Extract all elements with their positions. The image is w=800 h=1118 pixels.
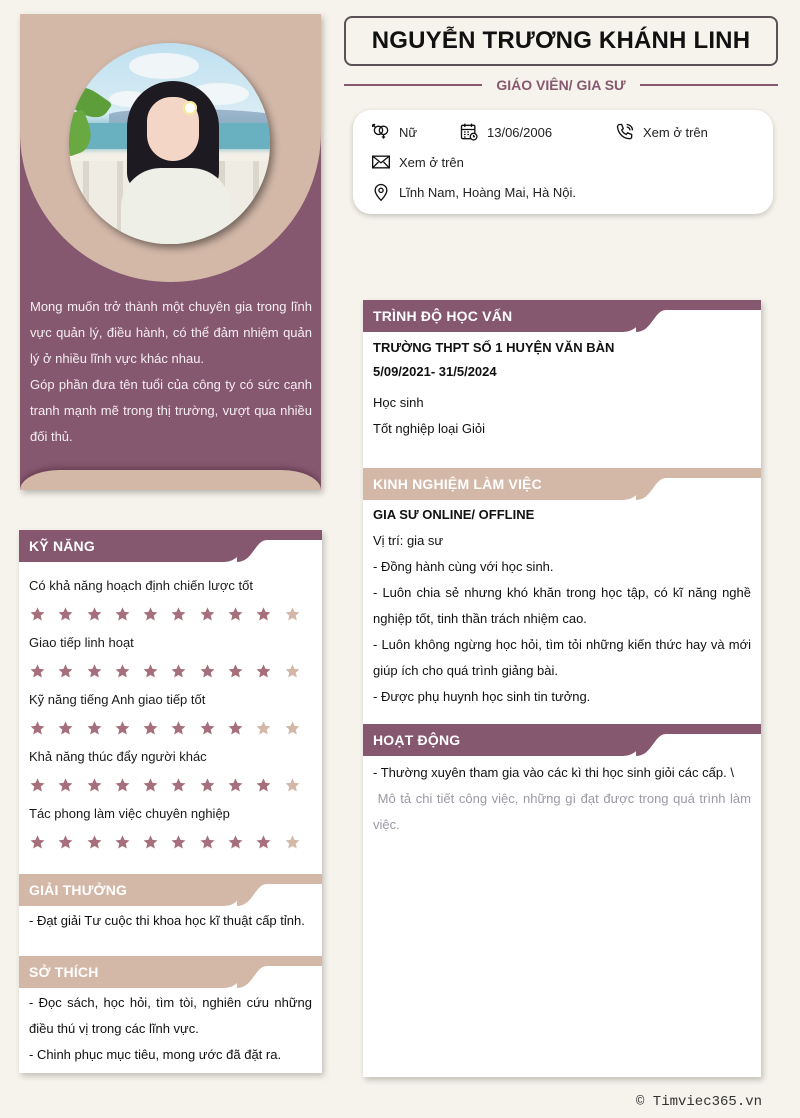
skills-list	[19, 562, 322, 857]
star-filled-icon	[227, 719, 255, 739]
experience-line: - Luôn chia sẻ nhưng khó khăn trong học tập, có kĩ năng nghề nghiệp tốt, tinh thần trách nhiệm cao.	[373, 585, 751, 626]
copyright: © Timviec365.vn	[636, 1094, 763, 1110]
contact-gender	[371, 121, 417, 143]
star-filled-icon	[57, 776, 85, 796]
right-sections-panel	[363, 300, 761, 1077]
address-value: Lĩnh Nam, Hoàng Mai, Hà Nội.	[399, 184, 577, 200]
activities-body	[363, 756, 761, 838]
education-body	[363, 332, 761, 442]
star-filled-icon	[170, 662, 198, 682]
skill-label: Khả năng thúc đẩy người khác	[29, 749, 207, 764]
job-position: Vị trí: gia sư	[373, 533, 444, 548]
contact-email	[371, 151, 464, 173]
gender-value: Nữ	[399, 124, 418, 140]
experience-line: - Đồng hành cùng với học sinh.	[373, 559, 554, 574]
star-filled-icon	[199, 776, 227, 796]
experience-body	[363, 500, 761, 710]
star-filled-icon	[114, 605, 142, 625]
star-filled-icon	[199, 605, 227, 625]
skill-rating	[29, 828, 312, 857]
star-filled-icon	[142, 776, 170, 796]
education-period: 5/09/2021- 31/5/2024	[373, 364, 497, 379]
star-filled-icon	[86, 605, 114, 625]
star-filled-icon	[142, 833, 170, 853]
star-filled-icon	[227, 776, 255, 796]
phone-icon	[615, 122, 635, 142]
skill-item	[29, 629, 312, 686]
contact-address	[371, 181, 576, 203]
skills-heading: KỸ NĂNG	[29, 538, 95, 554]
skill-rating	[29, 771, 312, 800]
star-filled-icon	[29, 662, 57, 682]
awards-heading: GIẢI THƯỞNG	[29, 882, 128, 898]
star-empty-icon	[284, 719, 312, 739]
experience-line: - Luôn không ngừng học hỏi, tìm tỏi những kiến thức hay và mới giúp ích cho quá trình giảng bài.	[373, 637, 751, 678]
career-objective	[30, 294, 312, 450]
star-filled-icon	[57, 833, 85, 853]
experience-line: - Được phụ huynh học sinh tin tưởng.	[373, 689, 591, 704]
job-title: GIÁO VIÊN/ GIA SƯ	[496, 77, 626, 93]
contact-phone	[615, 121, 708, 143]
activities-heading: HOẠT ĐỘNG	[373, 732, 461, 748]
star-filled-icon	[142, 719, 170, 739]
divider-right	[640, 84, 778, 86]
activity-description-placeholder[interactable]: Mô tả chi tiết công việc, những gì đạt được trong quá trình làm việc.	[373, 791, 755, 832]
skills-header	[19, 530, 322, 562]
job-title-row	[344, 74, 778, 96]
star-filled-icon	[142, 605, 170, 625]
skill-rating	[29, 657, 312, 686]
star-filled-icon	[170, 605, 198, 625]
phone-value: Xem ở trên	[643, 124, 708, 140]
hobbies-heading: SỞ THÍCH	[29, 964, 99, 980]
star-filled-icon	[255, 662, 283, 682]
star-filled-icon	[255, 605, 283, 625]
skill-item	[29, 572, 312, 629]
star-filled-icon	[170, 719, 198, 739]
star-filled-icon	[29, 719, 57, 739]
contact-birthday	[459, 121, 552, 143]
education-line: Tốt nghiệp loại Giỏi	[373, 421, 486, 436]
profile-bottom-decoration	[20, 470, 321, 490]
school-name: TRƯỜNG THPT SỐ 1 HUYỆN VĂN BÀN	[373, 340, 615, 355]
skill-label: Tác phong làm việc chuyên nghiệp	[29, 806, 230, 821]
avatar	[69, 43, 270, 244]
star-filled-icon	[86, 776, 114, 796]
divider-left	[344, 84, 482, 86]
hobby-item: - Đọc sách, học hỏi, tìm tòi, nghiên cứu những điều thú vị trong các lĩnh vực.	[29, 995, 312, 1036]
skill-rating	[29, 714, 312, 743]
star-filled-icon	[114, 833, 142, 853]
profile-card	[20, 14, 321, 490]
star-empty-icon	[255, 719, 283, 739]
email-value: Xem ở trên	[399, 154, 464, 170]
job-title: GIA SƯ ONLINE/ OFFLINE	[373, 507, 535, 522]
calendar-icon	[459, 122, 479, 142]
objective-paragraph: Góp phần đưa tên tuổi của công ty có sức cạnh tranh mạnh mẽ trong thị trường, vượt qua nhiều đối thủ.	[30, 377, 312, 444]
skill-item	[29, 686, 312, 743]
education-heading: TRÌNH ĐỘ HỌC VẤN	[373, 308, 513, 324]
star-filled-icon	[57, 662, 85, 682]
location-pin-icon	[371, 182, 391, 202]
star-filled-icon	[29, 833, 57, 853]
star-filled-icon	[86, 833, 114, 853]
activity-line: - Thường xuyên tham gia vào các kì thi học sinh giỏi các cấp. \	[373, 765, 734, 780]
star-filled-icon	[170, 776, 198, 796]
star-filled-icon	[29, 776, 57, 796]
star-filled-icon	[199, 719, 227, 739]
activities-header	[363, 724, 761, 756]
awards-body	[19, 906, 322, 934]
star-filled-icon	[255, 776, 283, 796]
objective-paragraph: Mong muốn trở thành một chuyên gia trong lĩnh vực quản lý, điều hành, có thể đảm nhiệm quản lý ở nhiều lĩnh vực khác nhau.	[30, 299, 312, 366]
contact-card	[353, 110, 773, 214]
star-filled-icon	[227, 605, 255, 625]
skill-item	[29, 800, 312, 857]
experience-heading: KINH NGHIỆM LÀM VIỆC	[373, 476, 542, 492]
star-empty-icon	[284, 776, 312, 796]
left-sections-panel	[19, 530, 322, 1073]
experience-header	[363, 468, 761, 500]
envelope-icon	[371, 152, 391, 172]
star-filled-icon	[199, 833, 227, 853]
education-header	[363, 300, 761, 332]
star-empty-icon	[284, 662, 312, 682]
hobbies-header	[19, 956, 322, 988]
star-filled-icon	[29, 605, 57, 625]
education-line: Học sinh	[373, 395, 424, 410]
star-filled-icon	[142, 662, 170, 682]
star-filled-icon	[227, 662, 255, 682]
star-empty-icon	[284, 833, 312, 853]
skill-rating	[29, 600, 312, 629]
gender-icon	[371, 122, 391, 142]
hobbies-body	[19, 988, 322, 1068]
star-filled-icon	[86, 662, 114, 682]
skill-label: Có khả năng hoạch định chiến lược tốt	[29, 578, 253, 593]
star-filled-icon	[199, 662, 227, 682]
star-filled-icon	[114, 776, 142, 796]
skill-item	[29, 743, 312, 800]
star-filled-icon	[227, 833, 255, 853]
star-filled-icon	[114, 662, 142, 682]
star-filled-icon	[114, 719, 142, 739]
award-item: - Đạt giải Tư cuộc thi khoa học kĩ thuật cấp tỉnh.	[29, 913, 305, 928]
skill-label: Kỹ năng tiếng Anh giao tiếp tốt	[29, 692, 206, 707]
star-filled-icon	[86, 719, 114, 739]
star-filled-icon	[170, 833, 198, 853]
star-filled-icon	[57, 719, 85, 739]
birthday-value: 13/06/2006	[487, 124, 553, 140]
star-empty-icon	[284, 605, 312, 625]
hobby-item: - Chinh phục mục tiêu, mong ước đã đặt ra.	[29, 1047, 282, 1062]
star-filled-icon	[255, 833, 283, 853]
skill-label: Giao tiếp linh hoạt	[29, 635, 134, 650]
awards-header	[19, 874, 322, 906]
star-filled-icon	[57, 605, 85, 625]
full-name: NGUYỄN TRƯƠNG KHÁNH LINH	[344, 16, 778, 66]
